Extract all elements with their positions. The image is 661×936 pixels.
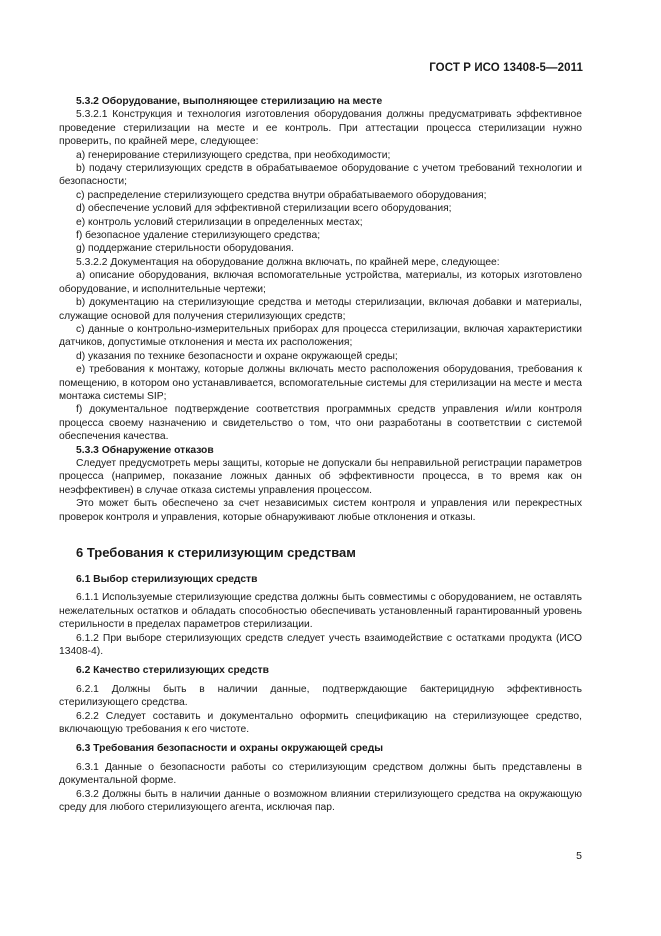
- paragraph: 6.2.1 Должны быть в наличии данные, подтверждающие бактерицидную эффективность стерилизующего средства.: [59, 683, 582, 709]
- heading-5-3-3: 5.3.3 Обнаружение отказов: [76, 444, 214, 456]
- list-item: а) описание оборудования, включая вспомогательные устройства, материалы, из которых изготовлено оборудование, и исполнительные чертежи;: [59, 270, 582, 295]
- list-item: а) генерирование стерилизующего средства, при необходимости;: [76, 149, 391, 161]
- list-item: b) подачу стерилизующих средств в обрабатываемое оборудование с учетом требований технологии и безопасности;: [59, 163, 582, 188]
- paragraph: 6.3.1 Данные о безопасности работы со стерилизующим средством должны быть представлены в документальной форме.: [59, 761, 582, 787]
- paragraph-5-3-2-2: 5.3.2.2 Документация на оборудование должна включать, по крайней мере, следующее:: [76, 256, 500, 268]
- list-item: с) данные о контрольно-измерительных приборах для процесса стерилизации, включая характеристики датчиков, допустимые отклонения и места их расположения;: [59, 323, 582, 349]
- paragraph: 6.3.2 Должны быть в наличии данные о возможном влиянии стерилизующего средства на окружающую среду для любого стерилизующего агента, исключая пар.: [59, 788, 582, 814]
- heading-section-6: 6 Требования к стерилизующим средствам: [76, 545, 356, 560]
- list-item: g) поддержание стерильности оборудования.: [76, 243, 294, 255]
- heading-6-3: 6.3 Требования безопасности и охраны окружающей среды: [76, 743, 384, 755]
- paragraph: Это может быть обеспечено за счет независимых систем контроля и управления или перекрестных проверок контроля и управления, которые обнаруживают любые отклонения и отказы.: [59, 498, 582, 523]
- list-item: f) документальное подтверждение соответствия программных средств управления и/или контроля процесса своему назначению и свидетельство о том, что они разработаны в соответствии с системой обеспечения качества.: [59, 404, 582, 443]
- heading-5-3-2: 5.3.2 Оборудование, выполняющее стерилизацию на месте: [76, 96, 383, 107]
- paragraph: 6.1.2 При выборе стерилизующих средств следует учесть взаимодействие с остатками продукта (ИСО 13408-4).: [59, 632, 582, 658]
- paragraph-5-3-2-1: 5.3.2.1 Конструкция и технология изготовления оборудования должны предусматривать эффективное проведение стерилизации на месте и ее контроль. При аттестации процесса стерилизации нужно проверить, по крайней мере, следующее:: [59, 109, 582, 148]
- heading-6-2: 6.2 Качество стерилизующих средств: [76, 665, 269, 677]
- page-number: 5: [576, 850, 582, 862]
- paragraph: Следует предусмотреть меры защиты, которые не допускали бы неправильной регистрации параметров процесса (например, показание ложных данных об эффективности процесса, в то время как он неэффективен) в случае отказа системы управления процессом.: [59, 457, 582, 496]
- list-item: b) документацию на стерилизующие средства и методы стерилизации, включая добавки и материалы, служащие основой для получения стерилизующих средств;: [59, 297, 582, 322]
- list-item: с) распределение стерилизующего средства внутри обрабатываемого оборудования;: [76, 189, 487, 201]
- list-item: d) указания по технике безопасности и охране окружающей среды;: [76, 350, 398, 362]
- heading-6-1: 6.1 Выбор стерилизующих средств: [76, 574, 258, 585]
- list-item: е) требования к монтажу, которые должны включать место расположения оборудования, требования к помещению, в котором оно устанавливается, вспомогательные системы для стерилизации на месте и места монтажа системы SIP;: [59, 364, 582, 402]
- document-body: [59, 95, 582, 815]
- list-item: f) безопасное удаление стерилизующего средства;: [76, 230, 321, 242]
- standard-header: ГОСТ Р ИСО 13408-5—2011: [429, 62, 583, 74]
- paragraph: 6.2.2 Следует составить и документально оформить спецификацию на стерилизующее средство, включающую требования к его чистоте.: [59, 710, 582, 736]
- list-item: d) обеспечение условий для эффективной стерилизации всего оборудования;: [76, 203, 452, 215]
- list-item: е) контроль условий стерилизации в определенных местах;: [76, 216, 363, 228]
- paragraph: 6.1.1 Используемые стерилизующие средства должны быть совместимы с оборудованием, не оставлять нежелательных остатков и обладать способностью обеспечивать установленный гарантированный уровень стерильности в пределах параметров стерилизации.: [59, 592, 582, 631]
